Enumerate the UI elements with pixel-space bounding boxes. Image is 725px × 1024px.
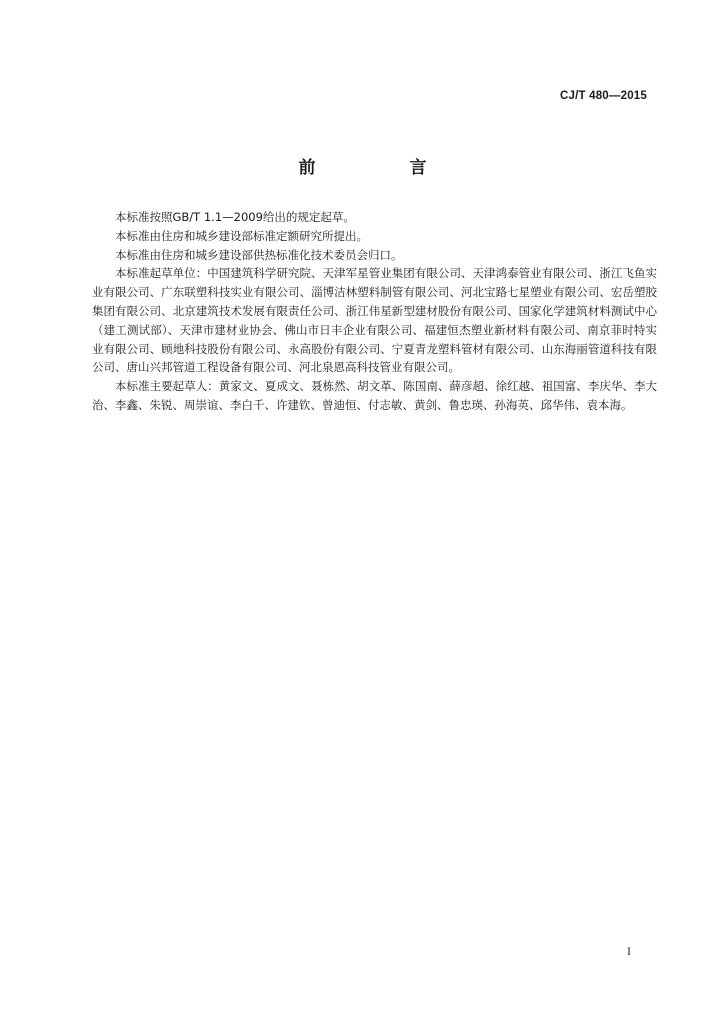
paragraph-drafting-rule: 本标准按照GB/T 1.1—2009给出的规定起草。 xyxy=(115,210,355,224)
page-number: I xyxy=(627,944,631,958)
paragraph-proposer: 本标准由住房和城乡建设部标准定额研究所提出。 xyxy=(115,228,368,243)
paragraph-main-drafters: 本标准主要起草人：黄家文、夏成文、聂栋然、胡文革、陈国南、薛彦超、徐红越、祖国富、李庆华、李大治、李鑫、朱锐、周崇谊、李白千、许建钦、曾迪恒、付志敏、黄剑、鲁忠瑛、孙海英、邱华伟、袁本海。 xyxy=(92,379,657,412)
paragraph-responsible-committee: 本标准由住房和城乡建设部供热标准化技术委员会归口。 xyxy=(115,247,403,262)
foreword-body xyxy=(92,208,657,415)
paragraph-drafting-organizations: 本标准起草单位：中国建筑科学研究院、天津军星管业集团有限公司、天津鸿泰管业有限公司、浙江飞鱼实业有限公司、广东联塑科技实业有限公司、淄博洁林塑料制管有限公司、河北宝路七星塑业有限公司、宏岳塑胶集团有限公司、北京建筑技术发展有限责任公司、浙江伟星新型建材股份有限公司、国家化学建筑材料测试中心（建工测试部）、天津市建材业协会、佛山市日丰企业有限公司、福建恒杰塑业新材料有限公司、南京菲时特实业有限公司、顾地科技股份有限公司、永高股份有限公司、宁夏青龙塑料管材有限公司、山东海丽管道科技有限公司、唐山兴邦管道工程设备有限公司、河北泉恩高科技管业有限公司。 xyxy=(92,266,657,375)
page-title: 前 言 xyxy=(298,158,471,178)
standard-code: CJ/T 480—2015 xyxy=(560,90,647,102)
